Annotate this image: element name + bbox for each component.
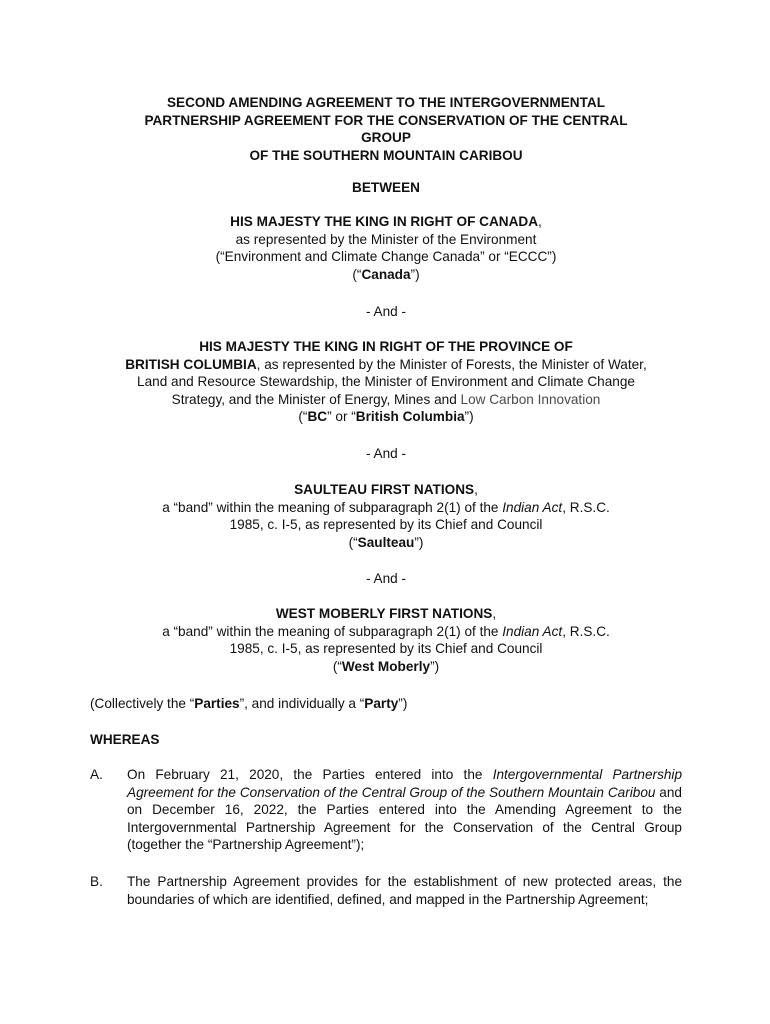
- party-term: Party: [364, 696, 399, 711]
- recital-letter: B.: [90, 874, 103, 889]
- west-moberly-line2: 1985, c. I-5, as represented by its Chief and Council: [229, 641, 543, 656]
- quote-close: ”): [464, 409, 474, 424]
- quote-open: (“: [348, 534, 358, 550]
- collective-text: ”, and individually a “: [239, 696, 365, 711]
- bc-name-line2: BRITISH COLUMBIA: [125, 356, 257, 372]
- quote-close: ”): [410, 266, 420, 282]
- party-saulteau: SAULTEAU FIRST NATIONS, a “band” within the meaning of subparagraph 2(1) of the Indian Act, R.S.C. 1985, c. I-5, as represented by its Chief and Council (“Saulteau”): [90, 481, 682, 551]
- and-separator: - And -: [365, 446, 407, 461]
- collective-definition: [90, 695, 682, 713]
- canada-name: HIS MAJESTY THE KING IN RIGHT OF CANADA: [230, 214, 539, 229]
- bc-short: BC: [307, 409, 328, 424]
- bc-short-full: British Columbia: [355, 409, 465, 424]
- saulteau-act: Indian Act: [502, 499, 563, 515]
- recital-a-text2: and on December 16, 2022, the Parties entered into the Amending Agreement to the Intergovernmental Partnership Agreement for the Conservation of the Central Group (together the “Partnership Agreement”);: [127, 784, 682, 852]
- canada-line2: (“Environment and Climate Change Canada” or “ECCC”): [215, 249, 557, 264]
- bc-line3: Strategy, and the Minister of Energy, Mines and: [171, 391, 461, 407]
- recital-a-agreement-title: Intergovernmental Partnership Agreement for the Conservation of the Central Group of the Southern Mountain Caribou: [127, 767, 683, 800]
- title-line: GROUP: [361, 130, 411, 145]
- bc-rest-line1: , as represented by the Minister of Forests, the Minister of Water,: [256, 356, 647, 372]
- saulteau-short: Saulteau: [357, 534, 415, 550]
- document-title: [90, 94, 682, 164]
- and-separator: - And -: [365, 571, 407, 586]
- title-line: PARTNERSHIP AGREEMENT FOR THE CONSERVATION OF THE CENTRAL: [144, 112, 628, 128]
- and-separator: - And -: [365, 304, 407, 319]
- saulteau-line1: a “band” within the meaning of subparagraph 2(1) of the: [162, 499, 503, 515]
- recital-letter: A.: [90, 767, 103, 782]
- quote-mid: ” or “: [327, 409, 356, 424]
- recital-text: The Partnership Agreement provides for the establishment of new protected areas, the boundaries of which are identified, defined, and mapped in the Partnership Agreement;: [127, 874, 682, 907]
- quote-close: ”): [430, 658, 440, 674]
- west-moberly-short: West Moberly: [341, 658, 431, 674]
- collective-text: (Collectively the “: [90, 696, 195, 711]
- collective-text: ”): [398, 696, 408, 711]
- saulteau-line2: 1985, c. I-5, as represented by its Chief and Council: [229, 517, 543, 532]
- west-moberly-name: WEST MOBERLY FIRST NATIONS: [275, 606, 493, 621]
- quote-open: (“: [332, 658, 342, 674]
- west-moberly-act: Indian Act: [502, 623, 563, 639]
- party-west-moberly: WEST MOBERLY FIRST NATIONS, a “band” within the meaning of subparagraph 2(1) of the Indian Act, R.S.C. 1985, c. I-5, as represented by its Chief and Council (“West Moberly”): [90, 605, 682, 675]
- whereas-heading: WHEREAS: [90, 732, 160, 747]
- party-bc: [90, 338, 682, 426]
- west-moberly-line1-end: , R.S.C.: [562, 623, 610, 639]
- quote-close: ”): [414, 534, 424, 550]
- title-line: SECOND AMENDING AGREEMENT TO THE INTERGOVERNMENTAL: [166, 95, 606, 110]
- party-canada: HIS MAJESTY THE KING IN RIGHT OF CANADA, as represented by the Minister of the Environment (“Environment and Climate Change Canada” or “ECCC”) (“Canada”): [90, 213, 682, 283]
- title-line: OF THE SOUTHERN MOUNTAIN CARIBOU: [249, 147, 523, 163]
- saulteau-line1-end: , R.S.C.: [562, 499, 610, 515]
- saulteau-name: SAULTEAU FIRST NATIONS: [294, 482, 475, 497]
- bc-line2: Land and Resource Stewardship, the Minister of Environment and Climate Change: [137, 374, 635, 389]
- parties-term: Parties: [194, 696, 240, 711]
- bc-name-line1: HIS MAJESTY THE KING IN RIGHT OF THE PROVINCE OF: [199, 339, 573, 354]
- west-moberly-line1: a “band” within the meaning of subparagraph 2(1) of the: [162, 623, 503, 639]
- bc-line3-ministry: Low Carbon Innovation: [460, 391, 601, 407]
- quote-open: (“: [352, 266, 362, 282]
- canada-short: Canada: [361, 266, 411, 282]
- recital-text: [127, 766, 682, 854]
- quote-open: (“: [298, 409, 308, 424]
- between-heading: BETWEEN: [352, 180, 420, 195]
- canada-line1: as represented by the Minister of the Environment: [235, 231, 537, 247]
- recital-a-text1: On February 21, 2020, the Parties entered into the: [127, 767, 493, 782]
